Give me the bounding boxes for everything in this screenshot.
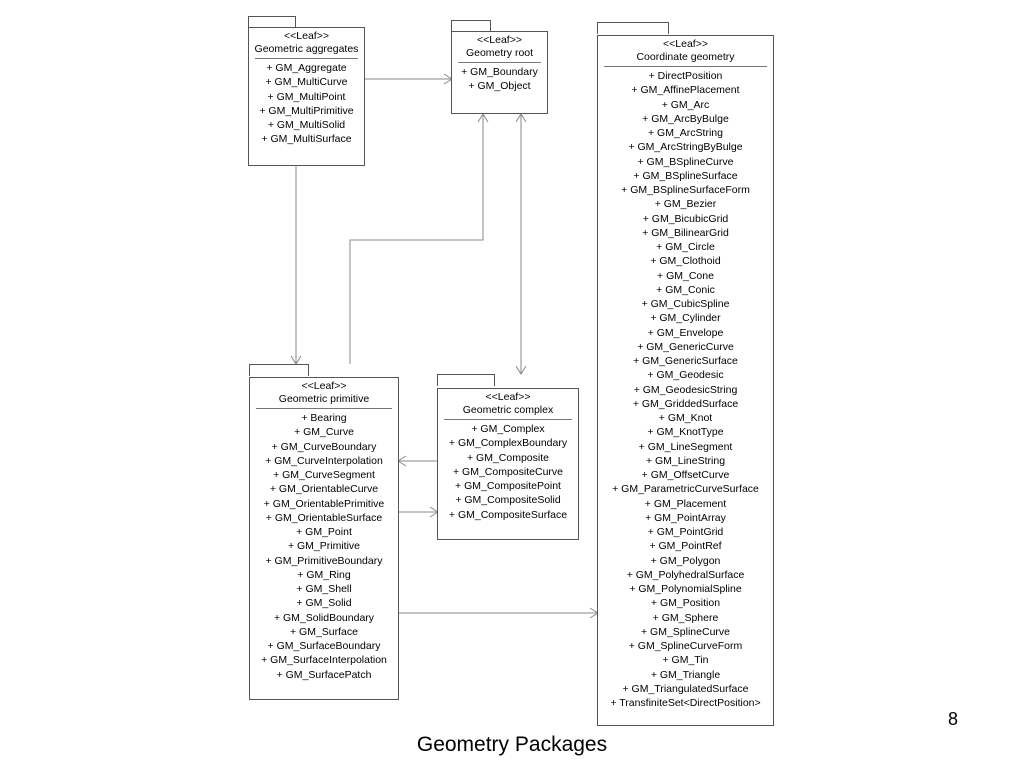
package-coordinate-geometry[interactable] [597,22,774,726]
package-item: + GM_Bezier [654,198,717,211]
package-item: + GM_BSplineCurve [637,155,734,168]
package-item: + GM_SolidBoundary [273,611,375,624]
package-item: + TransfiniteSet<DirectPosition> [610,697,761,709]
package-item: + GM_GeodesicString [633,383,738,396]
package-item: + GM_MultiPrimitive [259,104,354,117]
package-item: + GM_CurveInterpolation [265,454,383,467]
package-divider [604,66,767,67]
package-item: + GM_ArcString [648,127,723,139]
package-item: + GM_Tin [662,654,709,667]
package-divider [256,408,392,409]
package-item: + GM_PrimitiveBoundary [265,554,383,567]
package-item: + GM_Conic [656,283,715,296]
package-item: + GM_SurfaceInterpolation [261,654,387,667]
package-item: + GM_OrientableCurve [269,483,379,496]
package-item: + GM_BSplineSurfaceForm [621,184,750,196]
package-item: + GM_CompositeSolid [455,494,561,507]
package-item: + GM_Circle [656,241,715,253]
package-item: + GM_BilinearGrid [642,226,729,239]
package-item: + GM_ComplexBoundary [448,437,568,450]
package-item: + GM_Polygon [650,554,721,567]
package-item: + GM_Object [468,80,531,93]
dep-primitive-root [350,114,483,364]
package-geometric-complex[interactable] [437,374,579,540]
package-item: + GM_Arc [661,98,710,111]
package-name: Geometric aggregates [254,43,359,55]
package-item: + GM_BSplineSurface [633,169,738,182]
package-item: + GM_PolynomialSpline [629,583,742,595]
package-stereotype: <<Leaf>> [477,34,522,46]
package-item: + GM_SurfaceBoundary [267,640,381,652]
package-item: + GM_Position [650,597,721,610]
package-geometry-root[interactable] [451,20,548,114]
package-name: Geometric primitive [278,393,370,405]
package-item: + GM_OffsetCurve [641,469,730,481]
package-item: + GM_MultiSurface [261,133,352,146]
package-body [248,27,365,166]
package-name: Geometric complex [462,404,554,416]
package-body [249,377,399,700]
package-divider [444,419,572,420]
package-tab [249,364,309,376]
package-item: + GM_Composite [467,451,549,464]
package-item: + GM_Point [296,526,352,538]
package-item: + GM_LineString [645,454,726,467]
package-item: + GM_AffinePlacement [631,84,740,97]
package-item: + GM_MultiSolid [267,119,346,131]
package-item-list [250,411,398,682]
package-item: + GM_LineSegment [638,440,733,453]
slide-title: Geometry Packages [416,733,608,756]
package-stereotype: <<Leaf>> [663,38,708,50]
package-item: + GM_ParametricCurveSurface [612,483,759,496]
package-item: + GM_GenericSurface [633,355,738,367]
package-item: + GM_OrientableSurface [265,511,383,524]
package-item: + GM_SplineCurve [641,625,730,638]
package-item: + GM_Cylinder [650,312,721,325]
package-item: + GM_Cone [657,269,714,282]
package-item: + GM_Placement [644,497,727,510]
package-tab [597,22,669,34]
package-item: + GM_Shell [296,583,352,595]
package-item: + GM_PolyhedralSurface [626,568,745,581]
package-item: + DirectPosition [648,70,723,82]
package-item: + GM_GriddedSurface [632,397,739,410]
package-item: + GM_CurveBoundary [271,440,377,453]
package-item-list [452,65,547,94]
package-body [451,31,548,114]
package-item: + GM_CompositeCurve [453,465,563,478]
package-item: + Bearing [301,412,347,424]
package-item-list [598,69,773,710]
package-item: + GM_CompositeSurface [448,508,568,521]
package-geometric-aggregates[interactable] [248,16,365,166]
package-item: + GM_BicubicGrid [642,212,729,225]
package-body [437,388,579,540]
package-item: + GM_Surface [290,625,358,638]
package-item: + GM_OrientablePrimitive [263,497,385,510]
package-stereotype: <<Leaf>> [284,30,329,42]
package-item: + GM_SurfacePatch [276,668,372,681]
package-item: + GM_PointGrid [647,526,724,538]
package-item: + GM_TriangulatedSurface [622,682,749,695]
package-item: + GM_Ring [297,568,351,581]
package-divider [458,62,541,63]
package-item: + GM_Clothoid [650,255,721,268]
package-stereotype: <<Leaf>> [301,380,347,392]
package-item: + GM_PointArray [645,511,726,524]
package-item: + GM_Curve [294,426,354,439]
package-item: + GM_Boundary [461,66,538,78]
package-item: + GM_Triangle [650,668,721,681]
package-item: + GM_Geodesic [647,369,724,382]
package-item: + GM_CurveSegment [273,469,375,481]
page-number: 8 [948,709,959,729]
package-item: + GM_Aggregate [266,62,347,74]
package-geometric-primitive[interactable] [249,364,399,700]
package-item: + GM_SplineCurveForm [628,640,743,652]
package-item: + GM_MultiCurve [265,76,348,89]
package-item: + GM_CubicSpline [641,298,730,310]
package-body [597,35,774,726]
package-item: + GM_Primitive [287,540,361,553]
package-item: + GM_Envelope [647,326,724,339]
package-item-list [249,61,364,147]
package-item: + GM_GenericCurve [637,340,734,353]
package-name: Coordinate geometry [636,51,735,63]
package-item: + GM_Solid [296,597,352,610]
package-tab [437,374,495,386]
package-item: + GM_KnotType [647,426,724,439]
package-stereotype: <<Leaf>> [485,391,531,403]
package-item: + GM_Knot [658,412,713,424]
package-item: + GM_ArcByBulge [642,112,729,125]
package-item: + GM_MultiPoint [267,90,346,103]
package-item: + GM_Sphere [652,611,719,624]
package-item: + GM_PointRef [649,540,722,553]
package-item: + GM_CompositePoint [455,480,561,492]
package-item: + GM_ArcStringByBulge [628,141,743,154]
package-divider [255,58,358,59]
package-name: Geometry root [465,47,534,59]
package-item-list [438,422,578,522]
package-item: + GM_Complex [471,423,545,435]
